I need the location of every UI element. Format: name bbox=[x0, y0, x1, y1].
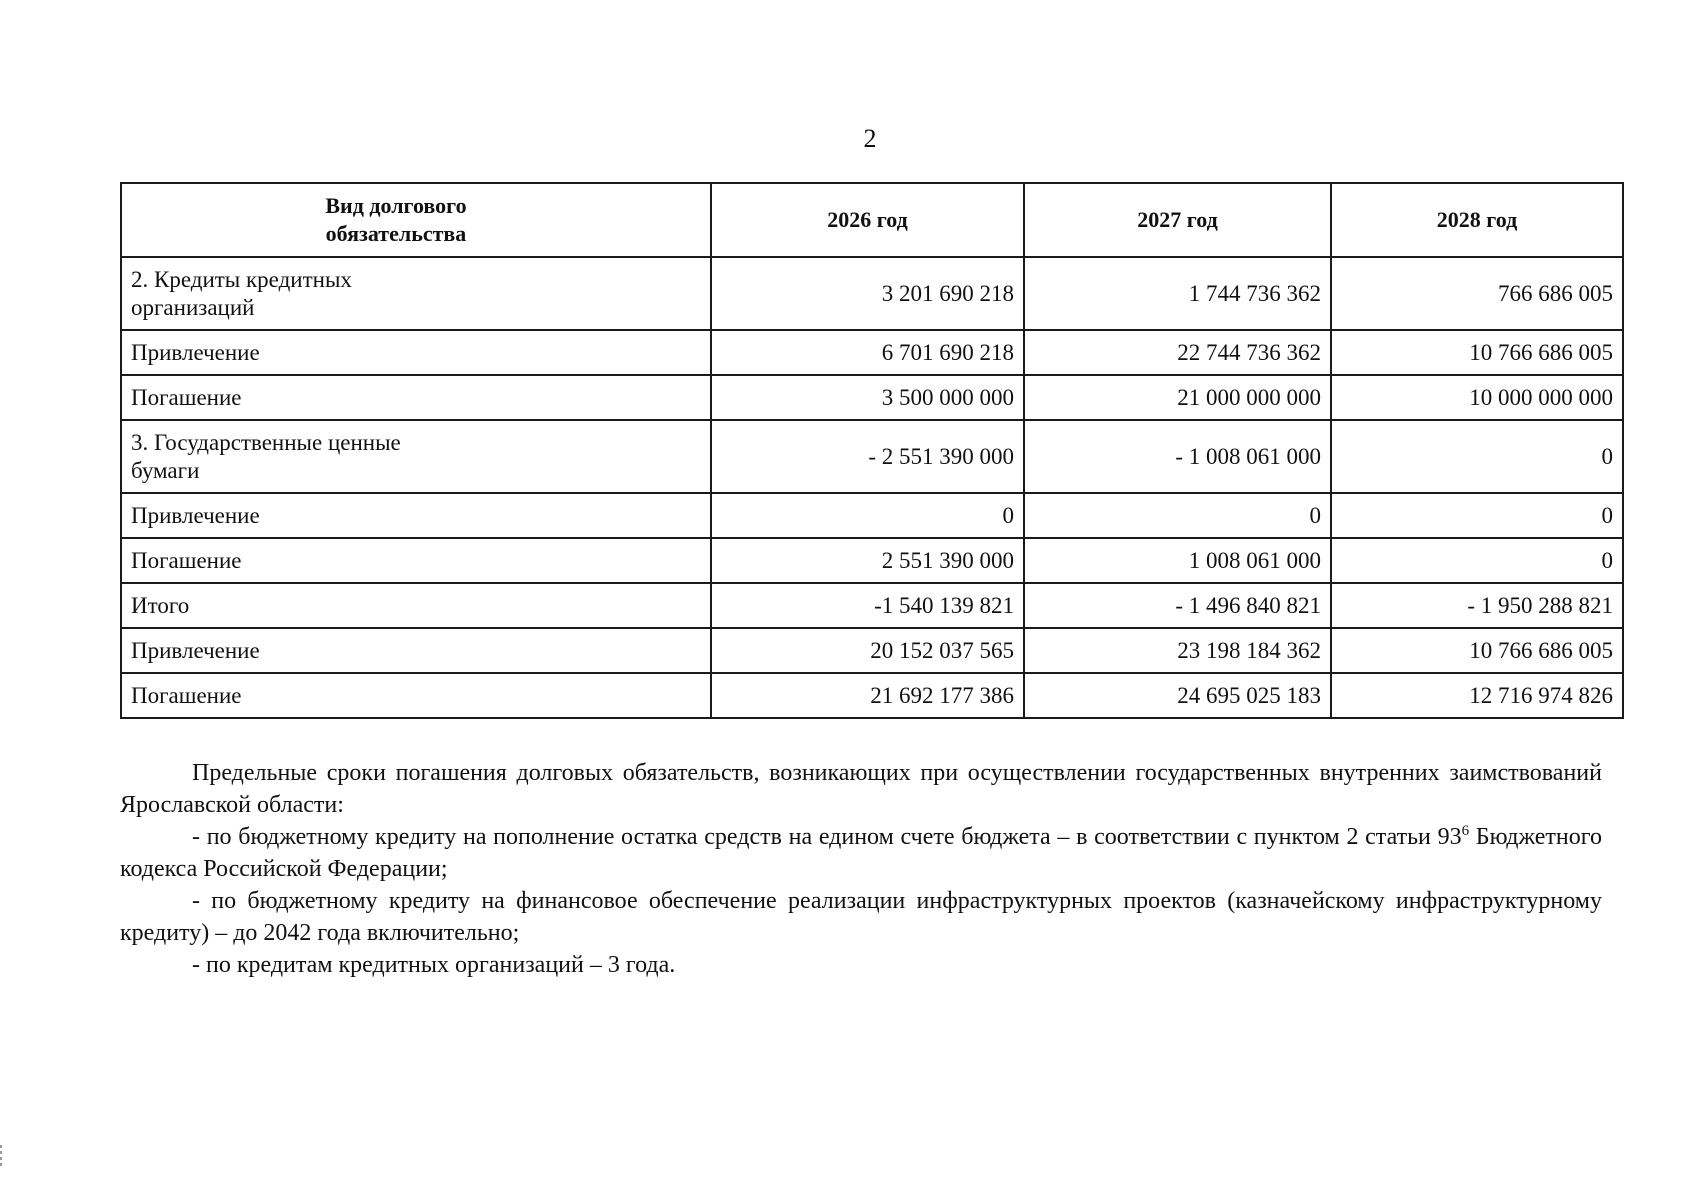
cell-2028: 12 716 974 826 bbox=[1331, 673, 1623, 718]
row-label: Погашение bbox=[121, 673, 711, 718]
table-row bbox=[121, 257, 1623, 330]
header-2027: 2027 год bbox=[1024, 183, 1331, 257]
item1-text: - по бюджетному кредиту на пополнение остатка средств на едином счете бюджета – в соответствии с пунктом 2 статьи 93 bbox=[192, 824, 1462, 850]
cell-2028: 10 766 686 005 bbox=[1331, 330, 1623, 375]
cell-2028: 0 bbox=[1331, 493, 1623, 538]
header-debt-type-label: Вид долгового обязательства bbox=[325, 193, 467, 246]
cell-2028: 0 bbox=[1331, 420, 1623, 493]
cell-2027: 1 008 061 000 bbox=[1024, 538, 1331, 583]
cell-2026: 21 692 177 386 bbox=[711, 673, 1024, 718]
cell-2026: 2 551 390 000 bbox=[711, 538, 1024, 583]
table-row bbox=[121, 583, 1623, 628]
cell-2028: 10 766 686 005 bbox=[1331, 628, 1623, 673]
row-label-text: 2. Кредиты кредитных организаций bbox=[131, 266, 352, 320]
cell-2027: 24 695 025 183 bbox=[1024, 673, 1331, 718]
header-debt-type bbox=[121, 183, 711, 257]
intro-paragraph: Предельные сроки погашения долговых обязательств, возникающих при осуществлении государственных внутренних заимствований Ярославской области: bbox=[120, 760, 1602, 818]
cell-2026: 0 bbox=[711, 493, 1024, 538]
item1-text-end: Бюджетного кодекса Российской Федерации; bbox=[120, 824, 1602, 882]
cell-2028: 0 bbox=[1331, 538, 1623, 583]
cell-2028: 10 000 000 000 bbox=[1331, 375, 1623, 420]
cell-2027: 1 744 736 362 bbox=[1024, 257, 1331, 330]
cell-2026: - 2 551 390 000 bbox=[711, 420, 1024, 493]
repayment-terms-text bbox=[120, 757, 1602, 981]
cell-2027: 23 198 184 362 bbox=[1024, 628, 1331, 673]
cell-2026: 6 701 690 218 bbox=[711, 330, 1024, 375]
table-row bbox=[121, 538, 1623, 583]
cell-2026: 20 152 037 565 bbox=[711, 628, 1024, 673]
cell-2026: 3 500 000 000 bbox=[711, 375, 1024, 420]
row-label: Привлечение bbox=[121, 493, 711, 538]
cell-2028: 766 686 005 bbox=[1331, 257, 1623, 330]
row-label bbox=[121, 257, 711, 330]
cell-2026: -1 540 139 821 bbox=[711, 583, 1024, 628]
cell-2026: 3 201 690 218 bbox=[711, 257, 1024, 330]
row-label bbox=[121, 420, 711, 493]
row-label: Привлечение bbox=[121, 330, 711, 375]
row-label: Погашение bbox=[121, 538, 711, 583]
table-row bbox=[121, 673, 1623, 718]
row-label: Привлечение bbox=[121, 628, 711, 673]
item-budget-credit-balance bbox=[120, 821, 1602, 885]
cell-2027: - 1 008 061 000 bbox=[1024, 420, 1331, 493]
debt-obligations-table bbox=[120, 182, 1624, 719]
item1-superscript: 6 bbox=[1461, 823, 1470, 839]
table-row bbox=[121, 330, 1623, 375]
scan-edge-mark bbox=[0, 1145, 2, 1167]
item-infrastructure-credit: - по бюджетному кредиту на финансовое обеспечение реализации инфраструктурных проектов (казначейскому инфраструктурному кредиту) – до 2042 года включительно; bbox=[120, 888, 1602, 946]
table-row bbox=[121, 493, 1623, 538]
item-bank-credits: - по кредитам кредитных организаций – 3 года. bbox=[192, 952, 676, 978]
table-header-row bbox=[121, 183, 1623, 257]
table-row bbox=[121, 628, 1623, 673]
cell-2027: 0 bbox=[1024, 493, 1331, 538]
table-row bbox=[121, 420, 1623, 493]
row-label-text: 3. Государственные ценные бумаги bbox=[131, 429, 401, 483]
header-2026: 2026 год bbox=[711, 183, 1024, 257]
cell-2027: 21 000 000 000 bbox=[1024, 375, 1331, 420]
cell-2027: 22 744 736 362 bbox=[1024, 330, 1331, 375]
page-number: 2 bbox=[863, 124, 877, 153]
table-row bbox=[121, 375, 1623, 420]
row-label: Итого bbox=[121, 583, 711, 628]
cell-2027: - 1 496 840 821 bbox=[1024, 583, 1331, 628]
header-2028: 2028 год bbox=[1331, 183, 1623, 257]
row-label: Погашение bbox=[121, 375, 711, 420]
cell-2028: - 1 950 288 821 bbox=[1331, 583, 1623, 628]
